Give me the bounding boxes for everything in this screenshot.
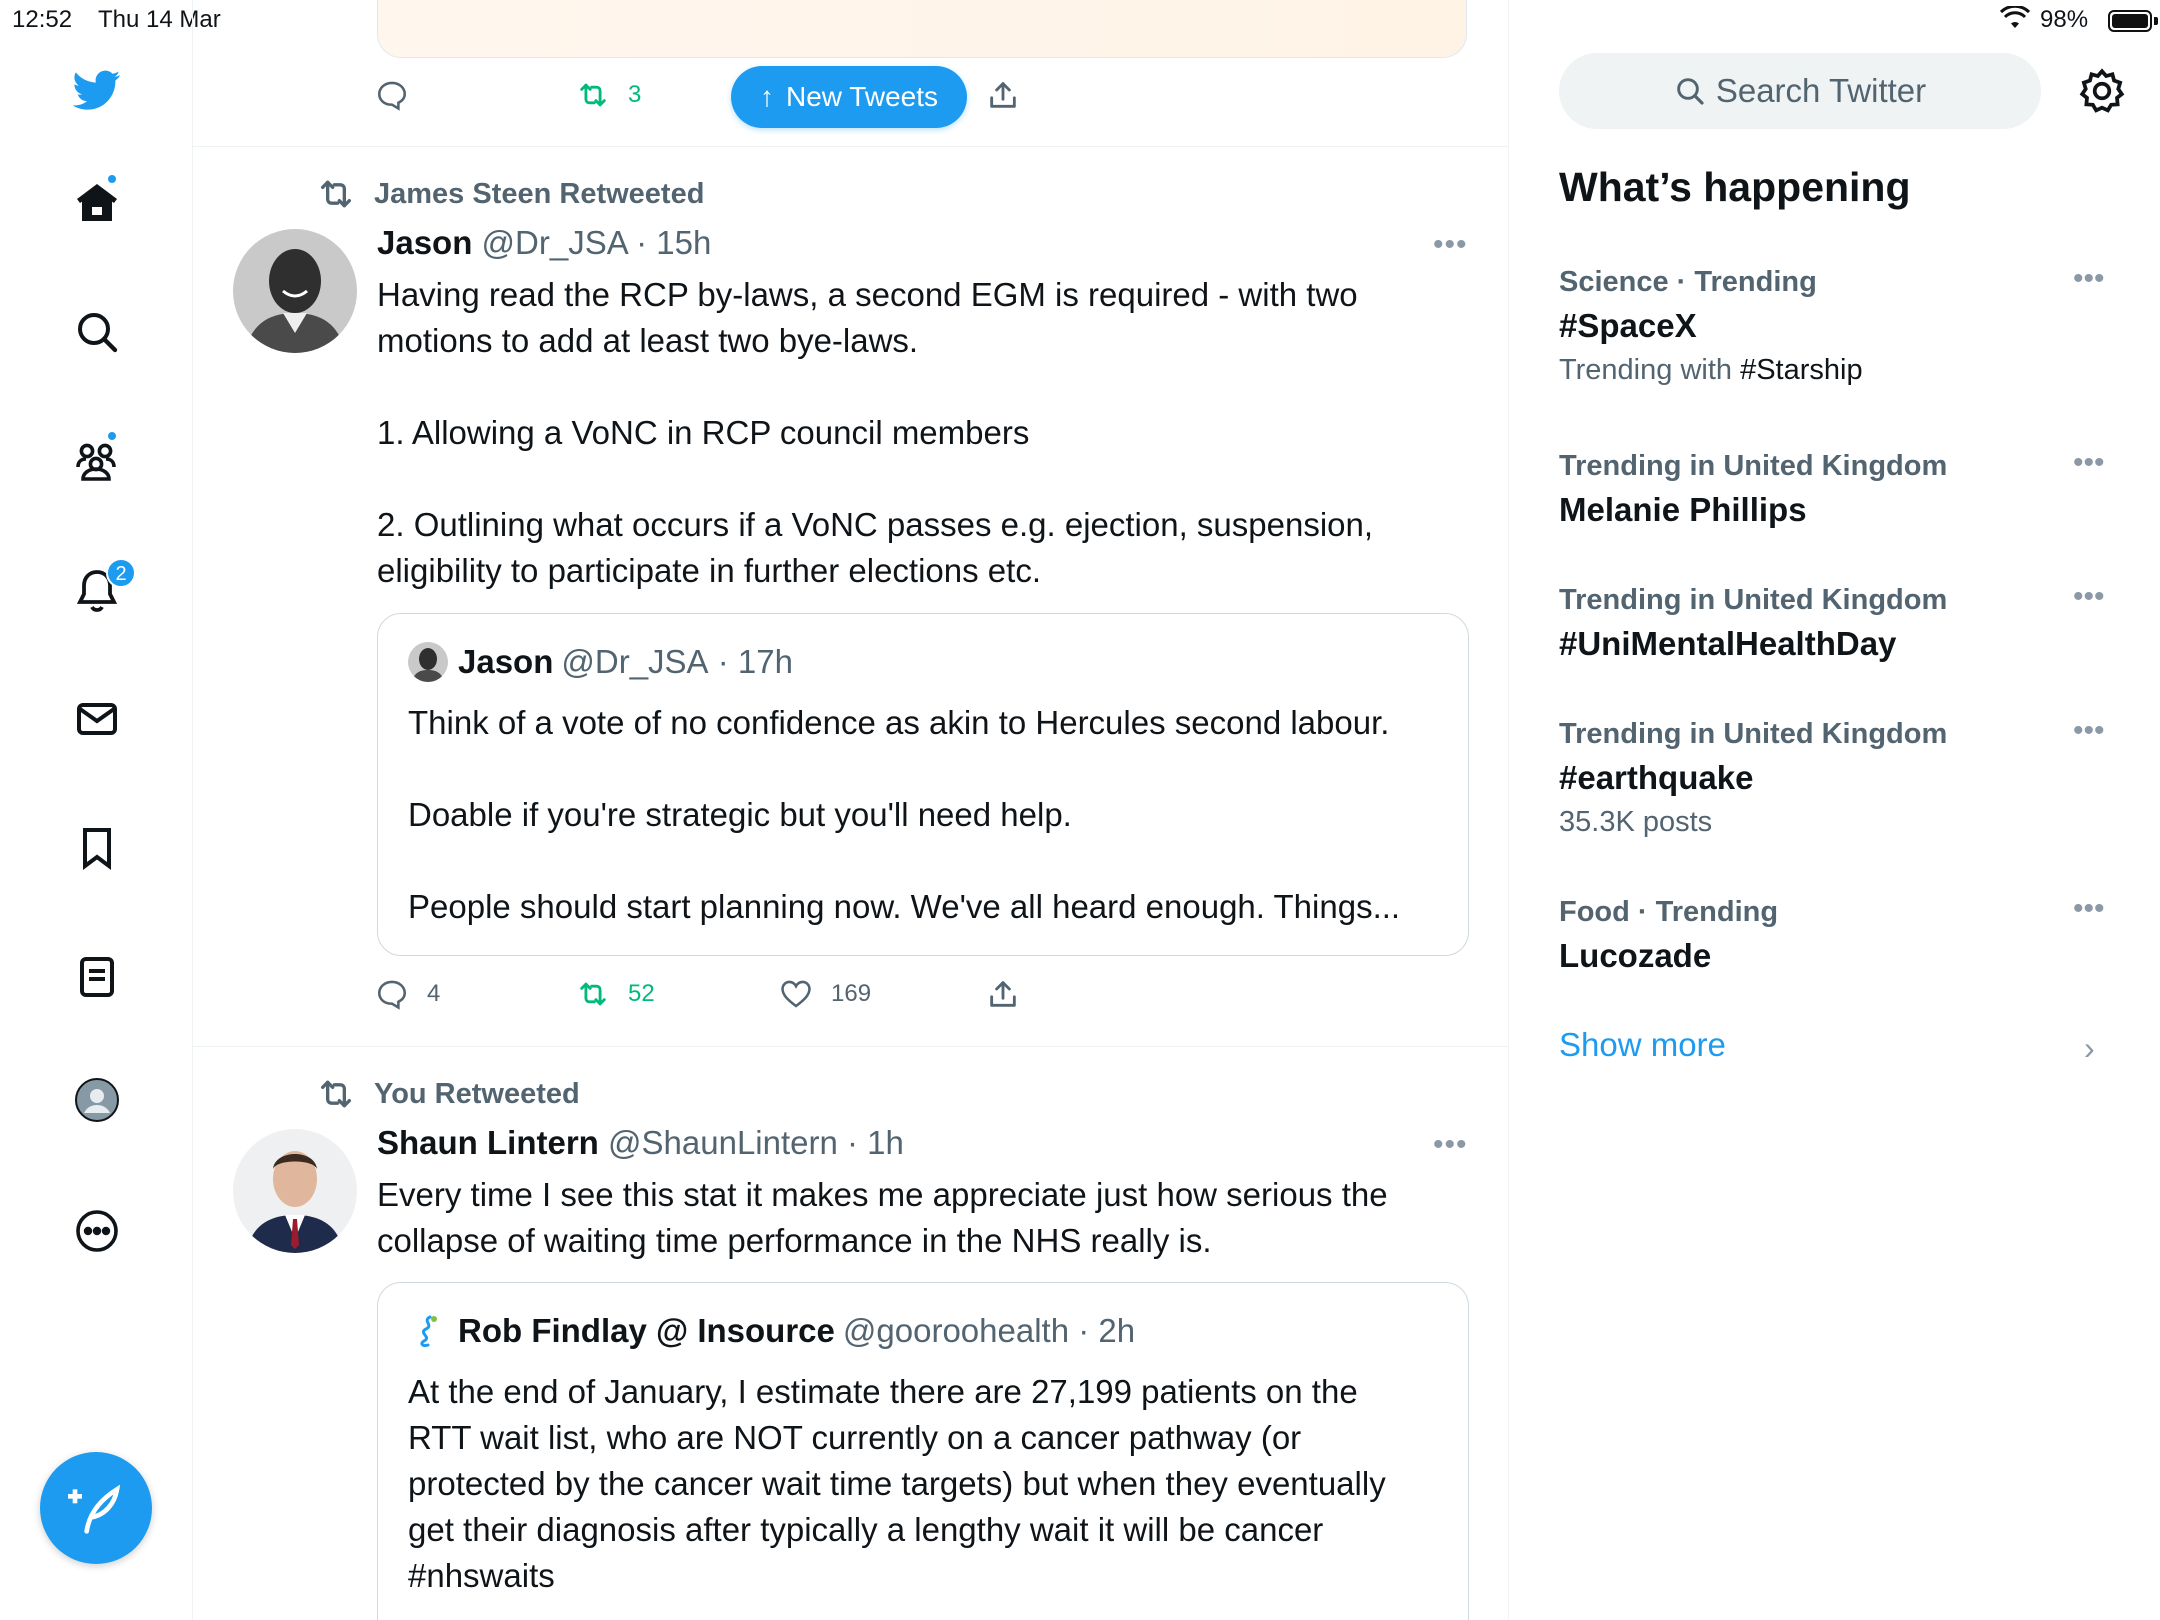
share-button[interactable] (986, 977, 1038, 1011)
trend-item[interactable] (1559, 446, 2119, 534)
trend-title: #earthquake (1559, 759, 1754, 796)
quoted-tweet-time: 2h (1098, 1312, 1136, 1349)
tweet-text (377, 272, 1437, 594)
heart-icon (779, 977, 813, 1011)
author-handle[interactable]: @ShaunLintern (608, 1124, 838, 1161)
settings-gear-icon[interactable] (2077, 66, 2127, 116)
trend-item[interactable] (1559, 262, 2119, 390)
author-name[interactable]: Shaun Lintern (377, 1124, 599, 1161)
reply-button[interactable] (375, 78, 427, 112)
separator-dot: · (837, 1124, 868, 1161)
trend-title: #SpaceX (1559, 307, 1697, 344)
tweet-header (377, 1124, 904, 1162)
trend-more-icon[interactable]: ••• (2073, 262, 2105, 295)
retweet-icon (316, 1074, 356, 1114)
trend-category: Trending in United Kingdom (1559, 584, 1948, 616)
quoted-tweet[interactable] (377, 1282, 1469, 1620)
status-date: Thu 14 Mar (98, 6, 221, 33)
tweet-text-gap (377, 456, 1437, 502)
new-tweets-button[interactable] (731, 66, 967, 128)
tweet-text-line: eligibility to participate in further elections etc. (377, 552, 1041, 589)
trend-more-icon[interactable]: ••• (2073, 580, 2105, 613)
quoted-author-name: Rob Findlay @ Insource (458, 1312, 835, 1349)
trend-subtitle-prefix: Trending with (1559, 354, 1741, 386)
reply-icon (375, 977, 409, 1011)
separator-dot: · (708, 643, 738, 680)
tweet-text-line: 1. Allowing a VoNC in RCP council members (377, 414, 1030, 451)
trend-item[interactable] (1559, 892, 2119, 980)
tweet-text-line: 2. Outlining what occurs if a VoNC passes e.g. ejection, suspension, (377, 506, 1374, 543)
quoted-tweet-time: 17h (737, 643, 793, 680)
chevron-right-icon[interactable]: › (2084, 1030, 2095, 1066)
retweet-button[interactable] (576, 977, 655, 1011)
tweet-text-gap (377, 364, 1437, 410)
share-button[interactable] (986, 78, 1038, 112)
social-context (316, 174, 704, 214)
trend-title: Lucozade (1559, 937, 1712, 974)
quoted-author-handle: @Dr_JSA (561, 643, 709, 680)
home-new-dot (106, 173, 118, 185)
more-icon[interactable] (62, 1196, 132, 1266)
profile-icon[interactable] (62, 1065, 132, 1135)
retweet-icon (576, 78, 610, 112)
reply-icon (375, 78, 409, 112)
trend-related-tag[interactable]: #Starship (1740, 354, 1863, 386)
quoted-text-line: At the end of January, I estimate there are 27,199 patients on the (408, 1373, 1358, 1410)
quoted-text-line: Doable if you're strategic but you'll need help. (408, 796, 1072, 833)
trend-subtitle (1559, 350, 2119, 390)
tweet-text (377, 1172, 1437, 1264)
tweet-text-line: Having read the RCP by-laws, a second EGM is required - with two (377, 276, 1358, 313)
battery-percent: 98% (2040, 6, 2089, 33)
retweet-button[interactable] (576, 78, 641, 112)
communities-new-dot (106, 430, 118, 442)
separator-dot: · (626, 224, 657, 261)
search-icon (1674, 75, 1706, 107)
show-more-link[interactable]: Show more (1559, 1026, 1726, 1063)
timeline (193, 0, 1509, 1620)
twitter-logo-icon[interactable] (62, 55, 132, 125)
compose-tweet-button[interactable] (40, 1452, 152, 1564)
quoted-text-line: RTT wait list, who are NOT currently on a cancer pathway (or (408, 1419, 1302, 1456)
arrow-up-icon: ↑ (760, 81, 774, 112)
quoted-text-line: People should start planning now. We've all heard enough. Things... (408, 888, 1401, 925)
reply-button[interactable] (375, 977, 440, 1011)
right-sidebar (1509, 0, 2160, 1620)
quoted-tweet-text (408, 700, 1448, 930)
trend-title: Melanie Phillips (1559, 491, 1807, 528)
retweet-count: 3 (628, 81, 642, 108)
quoted-text-line: Think of a vote of no confidence as akin to Hercules second labour. (408, 704, 1390, 741)
status-time: 12:52 (12, 6, 73, 33)
search-placeholder: Search Twitter (1715, 72, 1927, 109)
quoted-tweet-header (408, 1311, 1135, 1351)
author-handle[interactable]: @Dr_JSA (481, 224, 627, 261)
quoted-tweet-text (408, 1369, 1448, 1599)
trend-more-icon[interactable]: ••• (2073, 714, 2105, 747)
trend-post-count: 35.3K posts (1559, 806, 1713, 838)
trend-category: Trending in United Kingdom (1559, 450, 1948, 482)
bookmarks-icon[interactable] (62, 813, 132, 883)
share-icon (986, 977, 1020, 1011)
retweet-count: 52 (628, 980, 655, 1007)
new-tweets-label: New Tweets (786, 81, 938, 112)
avatar[interactable] (233, 229, 357, 353)
avatar[interactable] (233, 1129, 357, 1253)
tweet-divider (193, 146, 1509, 147)
separator-dot: · (1069, 1312, 1099, 1349)
quoted-tweet[interactable] (377, 613, 1469, 956)
quoted-author-handle: @gooroohealth (842, 1312, 1070, 1349)
quoted-text-line: protected by the cancer wait time targets) but when they eventually (408, 1465, 1386, 1502)
social-context-label: James Steen Retweeted (374, 177, 705, 210)
quoted-text-gap (408, 746, 1448, 792)
tweet-text-line: collapse of waiting time performance in the NHS really is. (377, 1222, 1212, 1259)
like-button[interactable] (779, 977, 871, 1011)
trend-category: Science · Trending (1559, 266, 1817, 298)
notifications-badge: 2 (106, 558, 136, 588)
reply-count: 4 (427, 980, 441, 1007)
tweet-more-icon[interactable]: ••• (1433, 228, 1468, 261)
trend-more-icon[interactable]: ••• (2073, 892, 2105, 925)
trend-item[interactable] (1559, 580, 2119, 668)
share-icon (986, 78, 1020, 112)
insource-logo-icon (408, 1311, 448, 1351)
tweet-header (377, 224, 711, 262)
tweet-more-icon[interactable]: ••• (1433, 1128, 1468, 1161)
quoted-author-name: Jason (458, 643, 554, 680)
quoted-text-line: #nhswaits (408, 1557, 555, 1594)
trend-item[interactable] (1559, 714, 2119, 842)
avatar (408, 642, 448, 682)
tweet-text-line: motions to add at least two bye-laws. (377, 322, 919, 359)
compose-feather-icon (68, 1480, 124, 1536)
like-count: 169 (831, 980, 872, 1007)
trend-category: Food · Trending (1559, 896, 1779, 928)
social-context-label: You Retweeted (374, 1077, 580, 1110)
tweet-divider (193, 1046, 1509, 1047)
trend-title: #UniMentalHealthDay (1559, 625, 1897, 662)
retweet-icon (576, 977, 610, 1011)
retweet-icon (316, 174, 356, 214)
quoted-tweet-header (408, 642, 793, 682)
previous-tweet-media-card[interactable] (377, 0, 1467, 58)
quoted-text-gap (408, 838, 1448, 884)
tweet-time[interactable]: 1h (867, 1124, 904, 1161)
whats-happening-title: What’s happening (1559, 164, 1911, 210)
search-icon[interactable] (62, 297, 132, 367)
home-icon[interactable] (62, 168, 132, 238)
lists-icon[interactable] (62, 942, 132, 1012)
tweet-text-line: Every time I see this stat it makes me appreciate just how serious the (377, 1176, 1388, 1213)
author-name[interactable]: Jason (377, 224, 473, 261)
left-navigation (0, 0, 193, 1620)
communities-icon[interactable] (62, 426, 132, 496)
trend-category: Trending in United Kingdom (1559, 718, 1948, 750)
quoted-text-line: get their diagnosis after typically a lengthy wait it will be cancer (408, 1511, 1324, 1548)
trend-more-icon[interactable]: ••• (2073, 446, 2105, 479)
messages-icon[interactable] (62, 684, 132, 754)
search-input[interactable] (1559, 53, 2041, 129)
tweet-time[interactable]: 15h (656, 224, 712, 261)
social-context (316, 1074, 580, 1114)
